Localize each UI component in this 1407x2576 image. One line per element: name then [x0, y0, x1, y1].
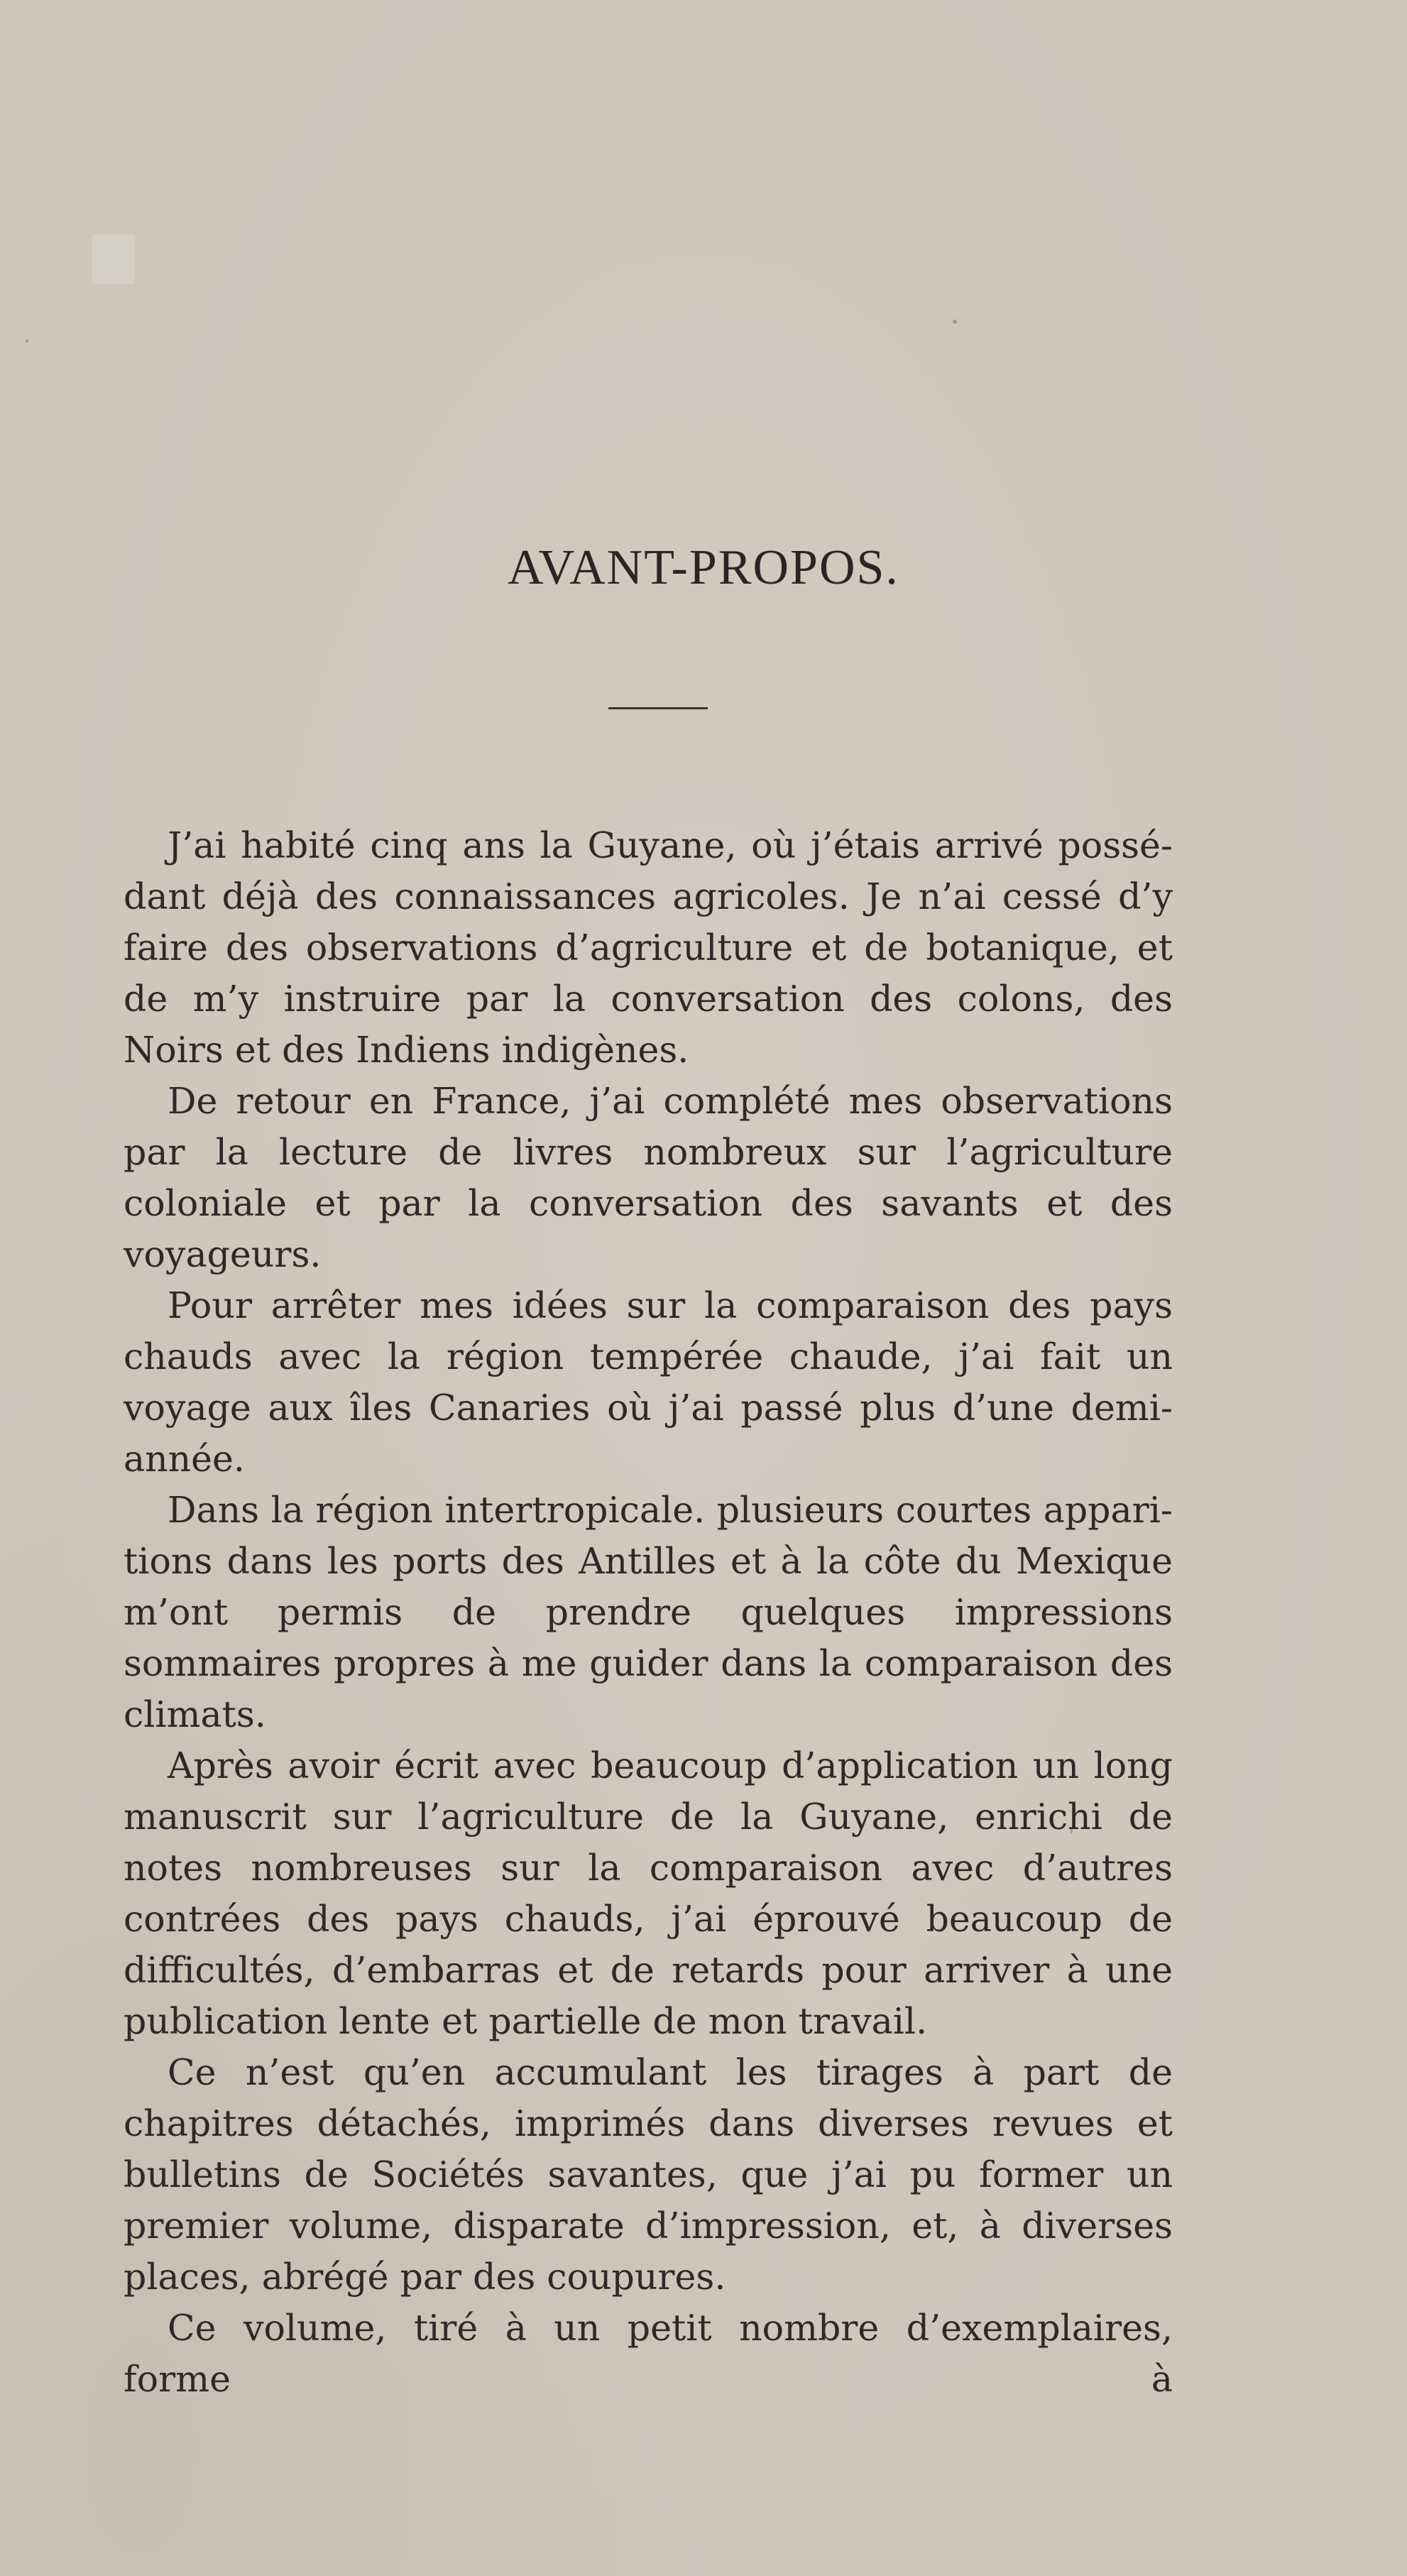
body-text	[124, 820, 1173, 2405]
paragraph: De retour en France, j’ai complété mes observations par la lecture de livres nombreux sur l’agriculture coloniale et par la conversation des savants et des voyageurs.	[124, 1080, 1173, 1275]
paper-blemish	[92, 234, 135, 284]
page-title: AVANT-PROPOS.	[508, 540, 899, 595]
paragraph: Ce n’est qu’en accumulant les tirages à part de chapitres détachés, imprimés dans diverses revues et bulletins de Sociétés savantes, que j’ai pu former un premier volume, disparate d’impression, et, à diverses places, abrégé par des coupures.	[124, 2051, 1173, 2298]
title-divider	[608, 707, 708, 709]
paragraph: Après avoir écrit avec beaucoup d’application un long manuscrit sur l’agriculture de la Guyane, enrichi de notes nombreuses sur la comparaison avec d’autres contrées des pays chauds, j’ai éprouvé beaucoup de difficultés, d’embarras et de retards pour arriver à une publication lente et partielle de mon travail.	[124, 1745, 1173, 2042]
paper-speck	[953, 320, 957, 324]
paragraph: Dans la région intertropicale. plusieurs courtes apparitions dans les ports des Antilles et à la côte du Mexique m’ont permis de prendre quelques impressions sommaires propres à me guider dans la comparaison des climats.	[124, 1489, 1173, 1735]
paragraph: J’ai habité cinq ans la Guyane, où j’étais arrivé possédant déjà des connaissances agricoles. Je n’ai cessé d’y faire des observations d’agriculture et de botanique, et de m’y instruire par la conversation des colons, des Noirs et des Indiens indigènes.	[124, 824, 1173, 1071]
paper-speck	[26, 339, 28, 342]
paragraph: Pour arrêter mes idées sur la comparaison des pays chauds avec la région tempérée chaude, j’ai fait un voyage aux îles Canaries où j’ai passé plus d’une demi-année.	[124, 1284, 1173, 1480]
paragraph: Ce volume, tiré à un petit nombre d’exemplaires, forme à	[124, 2307, 1173, 2400]
